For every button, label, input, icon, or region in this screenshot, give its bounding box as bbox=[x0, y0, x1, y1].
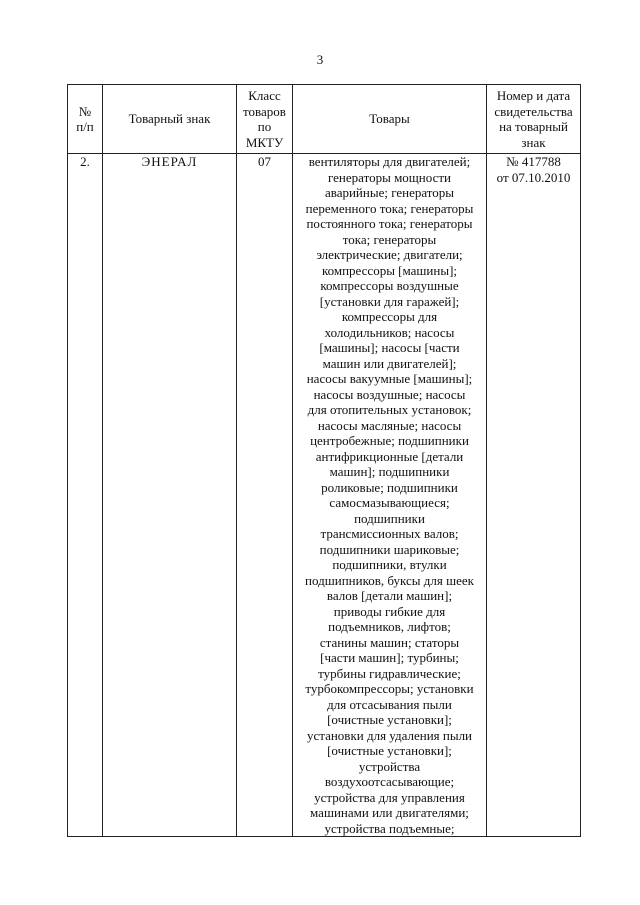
goods-line: устройства для управления bbox=[314, 789, 465, 805]
goods-line: валов [детали машин]; bbox=[326, 588, 453, 603]
goods-line: аварийные; генераторы bbox=[324, 185, 455, 200]
goods-line: станины машин; статоры bbox=[319, 634, 460, 650]
goods-line: машин]; подшипники bbox=[329, 464, 450, 479]
goods-line: воздухоотсасывающие; bbox=[324, 774, 455, 789]
page-number: 3 bbox=[316, 52, 324, 67]
header-class-line: МКТУ bbox=[245, 134, 284, 150]
goods-line: самосмазывающиеся; bbox=[329, 495, 450, 510]
goods-line: центробежные; подшипники bbox=[310, 433, 469, 448]
row-number: 2. bbox=[68, 154, 103, 837]
goods-line: вентиляторы для двигателей; bbox=[308, 154, 471, 169]
goods-line: холодильников; насосы bbox=[324, 324, 455, 340]
trademark-word: ЭНЕРАЛ bbox=[103, 154, 237, 837]
goods-line: роликовые; подшипники bbox=[321, 479, 458, 495]
goods-line: устройства подъемные; bbox=[324, 820, 455, 836]
goods-line: переменного тока; генераторы bbox=[305, 200, 474, 216]
header-registration-line: Номер и дата bbox=[496, 88, 571, 103]
header-trademark: Товарный знак bbox=[103, 85, 237, 154]
header-class bbox=[237, 85, 293, 154]
goods-line: подшипники шариковые; bbox=[319, 541, 460, 557]
goods-line: для отопительных установок; bbox=[307, 402, 472, 417]
goods-line: [очистные установки]; bbox=[327, 743, 452, 758]
goods-cell bbox=[293, 154, 487, 837]
goods-line: генераторы мощности bbox=[327, 169, 451, 185]
goods-line: турбины гидравлические; bbox=[318, 665, 461, 681]
goods-line: [установки для гаражей]; bbox=[319, 293, 460, 309]
registration-date: от 07.10.2010 bbox=[496, 169, 571, 185]
goods-line: подъемников, лифтов; bbox=[328, 619, 451, 634]
goods-line: тока; генераторы bbox=[342, 231, 437, 247]
goods-line: для отсасывания пыли bbox=[327, 696, 452, 712]
registration-number: № 417788 bbox=[506, 154, 561, 169]
header-class-line: по bbox=[257, 119, 272, 134]
row-class: 07 bbox=[237, 154, 293, 837]
header-number-line: п/п bbox=[76, 119, 94, 134]
header-number-line: № bbox=[78, 103, 92, 119]
header-registration-line: свидетельства bbox=[494, 103, 573, 119]
goods-line: постоянного тока; генераторы bbox=[306, 216, 473, 231]
table-header-row bbox=[68, 85, 581, 154]
header-registration-line: на товарный bbox=[499, 119, 568, 134]
goods-line: подшипников, буксы для шеек bbox=[305, 572, 474, 588]
goods-line: [очистные установки]; bbox=[327, 712, 452, 727]
goods-line: электрические; двигатели; bbox=[316, 247, 463, 262]
goods-line: подшипники bbox=[354, 510, 425, 526]
goods-line: машинами или двигателями; bbox=[310, 805, 469, 820]
goods-line: антифрикционные [детали bbox=[315, 448, 464, 464]
goods-line: подшипники, втулки bbox=[332, 557, 447, 572]
goods-line: компрессоры воздушные bbox=[320, 278, 459, 293]
goods-line: компрессоры [машины]; bbox=[321, 262, 458, 278]
header-registration bbox=[487, 85, 581, 154]
goods-line: приводы гибкие для bbox=[333, 603, 446, 619]
goods-line: установки для удаления пыли bbox=[306, 727, 473, 743]
goods-line: насосы вакуумные [машины]; bbox=[306, 371, 473, 386]
goods-line: компрессоры для bbox=[341, 309, 438, 324]
table-row bbox=[68, 154, 581, 837]
header-class-line: Класс bbox=[248, 88, 281, 103]
goods-line: насосы масляные; насосы bbox=[317, 417, 462, 433]
header-registration-line: знак bbox=[521, 134, 546, 150]
registration-cell bbox=[487, 154, 581, 837]
header-goods: Товары bbox=[293, 85, 487, 154]
goods-line: [части машин]; турбины; bbox=[320, 650, 459, 665]
header-number bbox=[68, 85, 103, 154]
trademark-table bbox=[67, 84, 581, 837]
goods-line: устройства bbox=[358, 758, 421, 774]
goods-line: машин или двигателей]; bbox=[322, 355, 457, 371]
goods-line: [машины]; насосы [части bbox=[319, 340, 460, 355]
goods-line: трансмиссионных валов; bbox=[320, 526, 459, 541]
header-class-line: товаров bbox=[243, 103, 286, 119]
goods-line: насосы воздушные; насосы bbox=[313, 386, 466, 402]
goods-line: турбокомпрессоры; установки bbox=[305, 681, 474, 696]
